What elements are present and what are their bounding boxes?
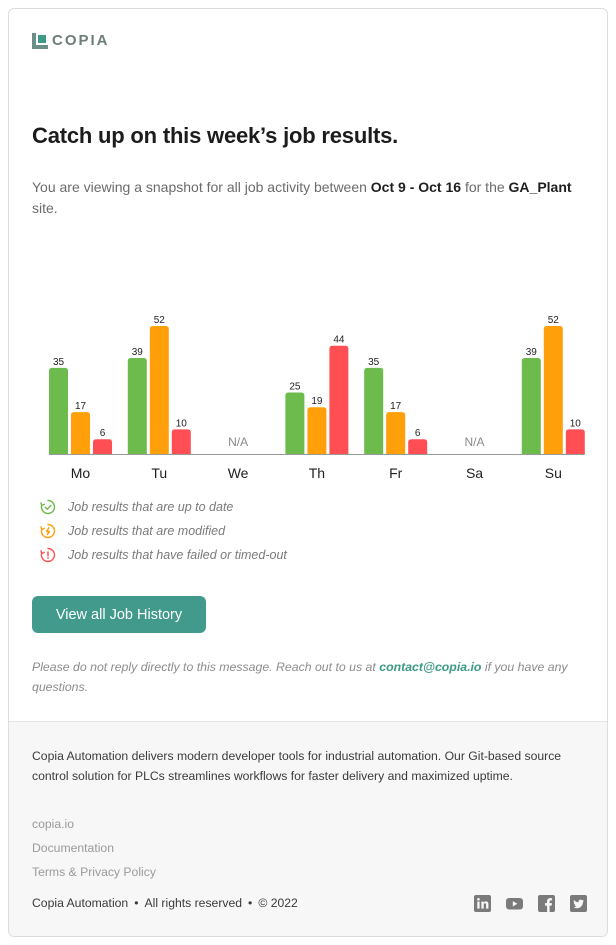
legend-item-modified: Job results that are modified bbox=[40, 519, 287, 543]
company-description: Copia Automation delivers modern developer tools for industrial automation. Our Git-based source control solution for PLCs streamlines workflows for faster delivery and maximized uptime. bbox=[32, 749, 562, 783]
no-reply-note: Please do not reply directly to this message. Reach out to us at contact@copia.io if you have any questions. bbox=[32, 660, 568, 694]
copyright-line: Copia Automation • All rights reserved • © 2022 bbox=[32, 896, 298, 910]
bar-value-label: 44 bbox=[333, 334, 345, 346]
bar-value-label: 35 bbox=[368, 356, 380, 368]
rights-text: All rights reserved bbox=[144, 896, 243, 910]
chart-bar bbox=[128, 358, 147, 454]
footer-link-documentation[interactable]: Documentation bbox=[32, 841, 114, 855]
chart-bar bbox=[386, 412, 405, 454]
footer-link-terms[interactable]: Terms & Privacy Policy bbox=[32, 865, 156, 879]
copia-logo-icon bbox=[32, 33, 48, 49]
footer bbox=[9, 721, 608, 937]
chart-bar bbox=[285, 392, 304, 454]
chart-bar bbox=[71, 412, 90, 454]
bar-value-label: 6 bbox=[414, 428, 421, 440]
legend-item-up-to-date: Job results that are up to date bbox=[40, 495, 287, 519]
chart-bar bbox=[172, 429, 191, 454]
modified-circle-icon bbox=[40, 523, 56, 539]
copia-logo[interactable] bbox=[32, 32, 110, 49]
failed-circle-icon bbox=[40, 547, 56, 563]
day-tick-label: We bbox=[227, 465, 249, 481]
site-name: GA_Plant bbox=[508, 179, 572, 195]
page-title: Catch up on this week’s job results. bbox=[32, 123, 399, 148]
bar-value-label: 17 bbox=[74, 401, 87, 413]
email-card bbox=[8, 8, 608, 937]
chart-bar bbox=[364, 368, 383, 454]
na-label: N/A bbox=[228, 435, 249, 449]
chart-bar bbox=[522, 358, 541, 454]
day-tick-label: Sa bbox=[465, 465, 484, 481]
bar-value-label: 17 bbox=[390, 401, 402, 413]
company-name: Copia Automation bbox=[32, 896, 129, 910]
bar-value-label: 10 bbox=[569, 418, 581, 430]
chart-bar bbox=[93, 439, 112, 454]
bar-value-label: 6 bbox=[99, 428, 106, 440]
chart-bar bbox=[408, 439, 427, 454]
legend-item-failed: Job results that have failed or timed-out bbox=[40, 543, 287, 567]
day-tick-label: Th bbox=[308, 465, 326, 481]
copyright-text: © 2022 bbox=[258, 896, 298, 910]
weekly-job-results-chart bbox=[29, 299, 589, 489]
bar-value-label: 52 bbox=[547, 315, 559, 326]
brand-name: COPIA bbox=[52, 32, 110, 49]
intro-text: You are viewing a snapshot for all job activity between Oct 9 - Oct 16 for the GA_Plant site. bbox=[32, 179, 572, 216]
day-tick-label: Fr bbox=[389, 465, 403, 481]
linkedin-icon[interactable] bbox=[474, 895, 491, 912]
bar-value-label: 10 bbox=[175, 418, 187, 430]
bar-value-label: 35 bbox=[52, 356, 65, 368]
bar-value-label: 39 bbox=[525, 347, 537, 358]
date-range: Oct 9 - Oct 16 bbox=[370, 179, 462, 195]
chart-bar bbox=[544, 326, 563, 454]
bar-value-label: 19 bbox=[311, 396, 323, 408]
chart-bar bbox=[49, 368, 68, 454]
check-circle-icon bbox=[40, 499, 56, 515]
na-label: N/A bbox=[464, 435, 485, 449]
day-tick-label: Mo bbox=[70, 465, 91, 481]
bar-value-label: 52 bbox=[153, 315, 165, 326]
chart-bar bbox=[566, 429, 585, 454]
youtube-icon[interactable] bbox=[506, 895, 523, 912]
chart-bar bbox=[150, 326, 169, 454]
footer-link-website[interactable]: copia.io bbox=[32, 817, 75, 831]
view-job-history-button[interactable]: View all Job History bbox=[32, 596, 206, 633]
facebook-icon[interactable] bbox=[538, 895, 555, 912]
social-links bbox=[459, 895, 587, 912]
day-tick-label: Su bbox=[544, 465, 562, 481]
day-tick-label: Tu bbox=[151, 465, 168, 481]
twitter-icon[interactable] bbox=[570, 895, 587, 912]
chart-legend bbox=[40, 495, 287, 567]
contact-email-link[interactable]: contact@copia.io bbox=[379, 660, 482, 674]
chart-bar bbox=[307, 407, 326, 454]
bar-value-label: 39 bbox=[131, 347, 143, 358]
bar-value-label: 25 bbox=[289, 381, 301, 393]
chart-bar bbox=[329, 346, 348, 454]
